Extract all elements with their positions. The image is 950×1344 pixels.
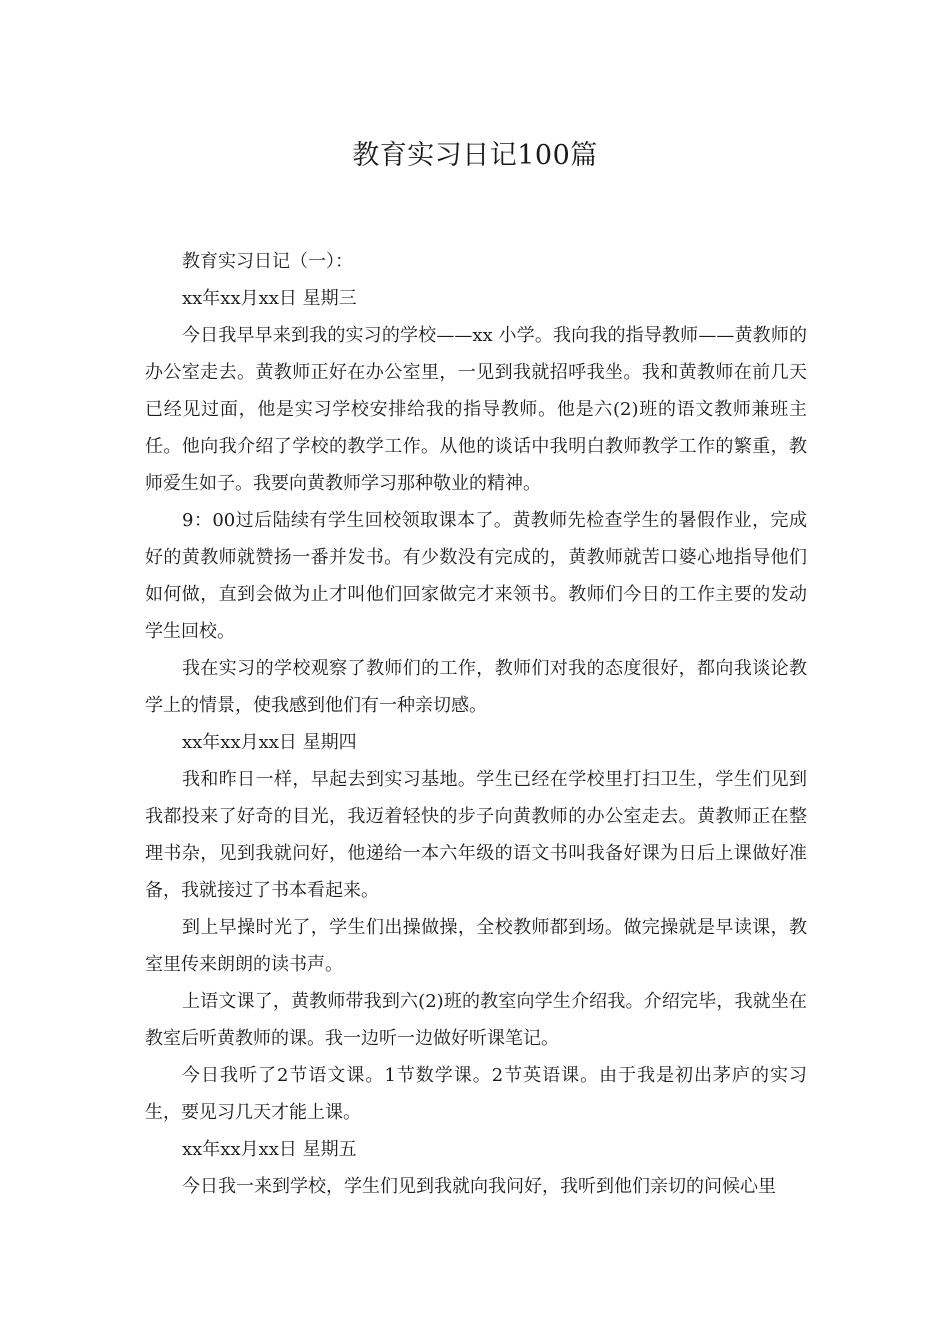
entry-date: xx年xx月xx日 星期五 xyxy=(182,1139,357,1160)
body-paragraph: 上语文课了，黄教师带我到六(2)班的教室向学生介绍我。介绍完毕，我就坐在教室后听黄教师的课。我一边听一边做好听课笔记。 xyxy=(145,991,807,1049)
body-paragraph: 今日我一来到学校，学生们见到我就向我问好，我听到他们亲切的问候心里 xyxy=(182,1176,776,1197)
body-paragraph: 今日我早早来到我的实习的学校——xx 小学。我向我的指导教师——黄教师的办公室走去。黄教师正好在办公室里，一见到我就招呼我坐。我和黄教师在前几天已经见过面，他是实习学校安排给我的指导教师。他是六(2)班的语文教师兼班主任。他向我介绍了学校的教学工作。从他的谈话中我明白教师教学工作的繁重，教师爱生如子。我要向黄教师学习那种敬业的精神。 xyxy=(145,325,807,494)
document-title: 教育实习日记100篇 xyxy=(352,140,598,171)
entry-heading: 教育实习日记（一）： xyxy=(182,251,353,272)
entry-date: xx年xx月xx日 星期三 xyxy=(182,288,357,309)
entry-date: xx年xx月xx日 星期四 xyxy=(182,732,357,753)
body-paragraph: 我和昨日一样，早起去到实习基地。学生已经在学校里打扫卫生，学生们见到我都投来了好奇的目光，我迈着轻快的步子向黄教师的办公室走去。黄教师正在整理书杂，见到我就问好，他递给一本六年级的语文书叫我备好课为日后上课做好准备，我就接过了书本看起来。 xyxy=(145,769,807,901)
body-paragraph: 我在实习的学校观察了教师们的工作，教师们对我的态度很好，都向我谈论教学上的情景，使我感到他们有一种亲切感。 xyxy=(145,658,807,716)
body-paragraph: 到上早操时光了，学生们出操做操，全校教师都到场。做完操就是早读课，教室里传来朗朗的读书声。 xyxy=(145,917,807,975)
body-paragraph: 今日我听了2节语文课。1节数学课。2节英语课。由于我是初出茅庐的实习生，要见习几天才能上课。 xyxy=(145,1065,807,1123)
document-body xyxy=(145,243,807,1205)
body-paragraph: 9：00过后陆续有学生回校领取课本了。黄教师先检查学生的暑假作业，完成好的黄教师就赞扬一番并发书。有少数没有完成的，黄教师就苦口婆心地指导他们如何做，直到会做为止才叫他们回家做完才来领书。教师们今日的工作主要的发动学生回校。 xyxy=(145,510,807,642)
